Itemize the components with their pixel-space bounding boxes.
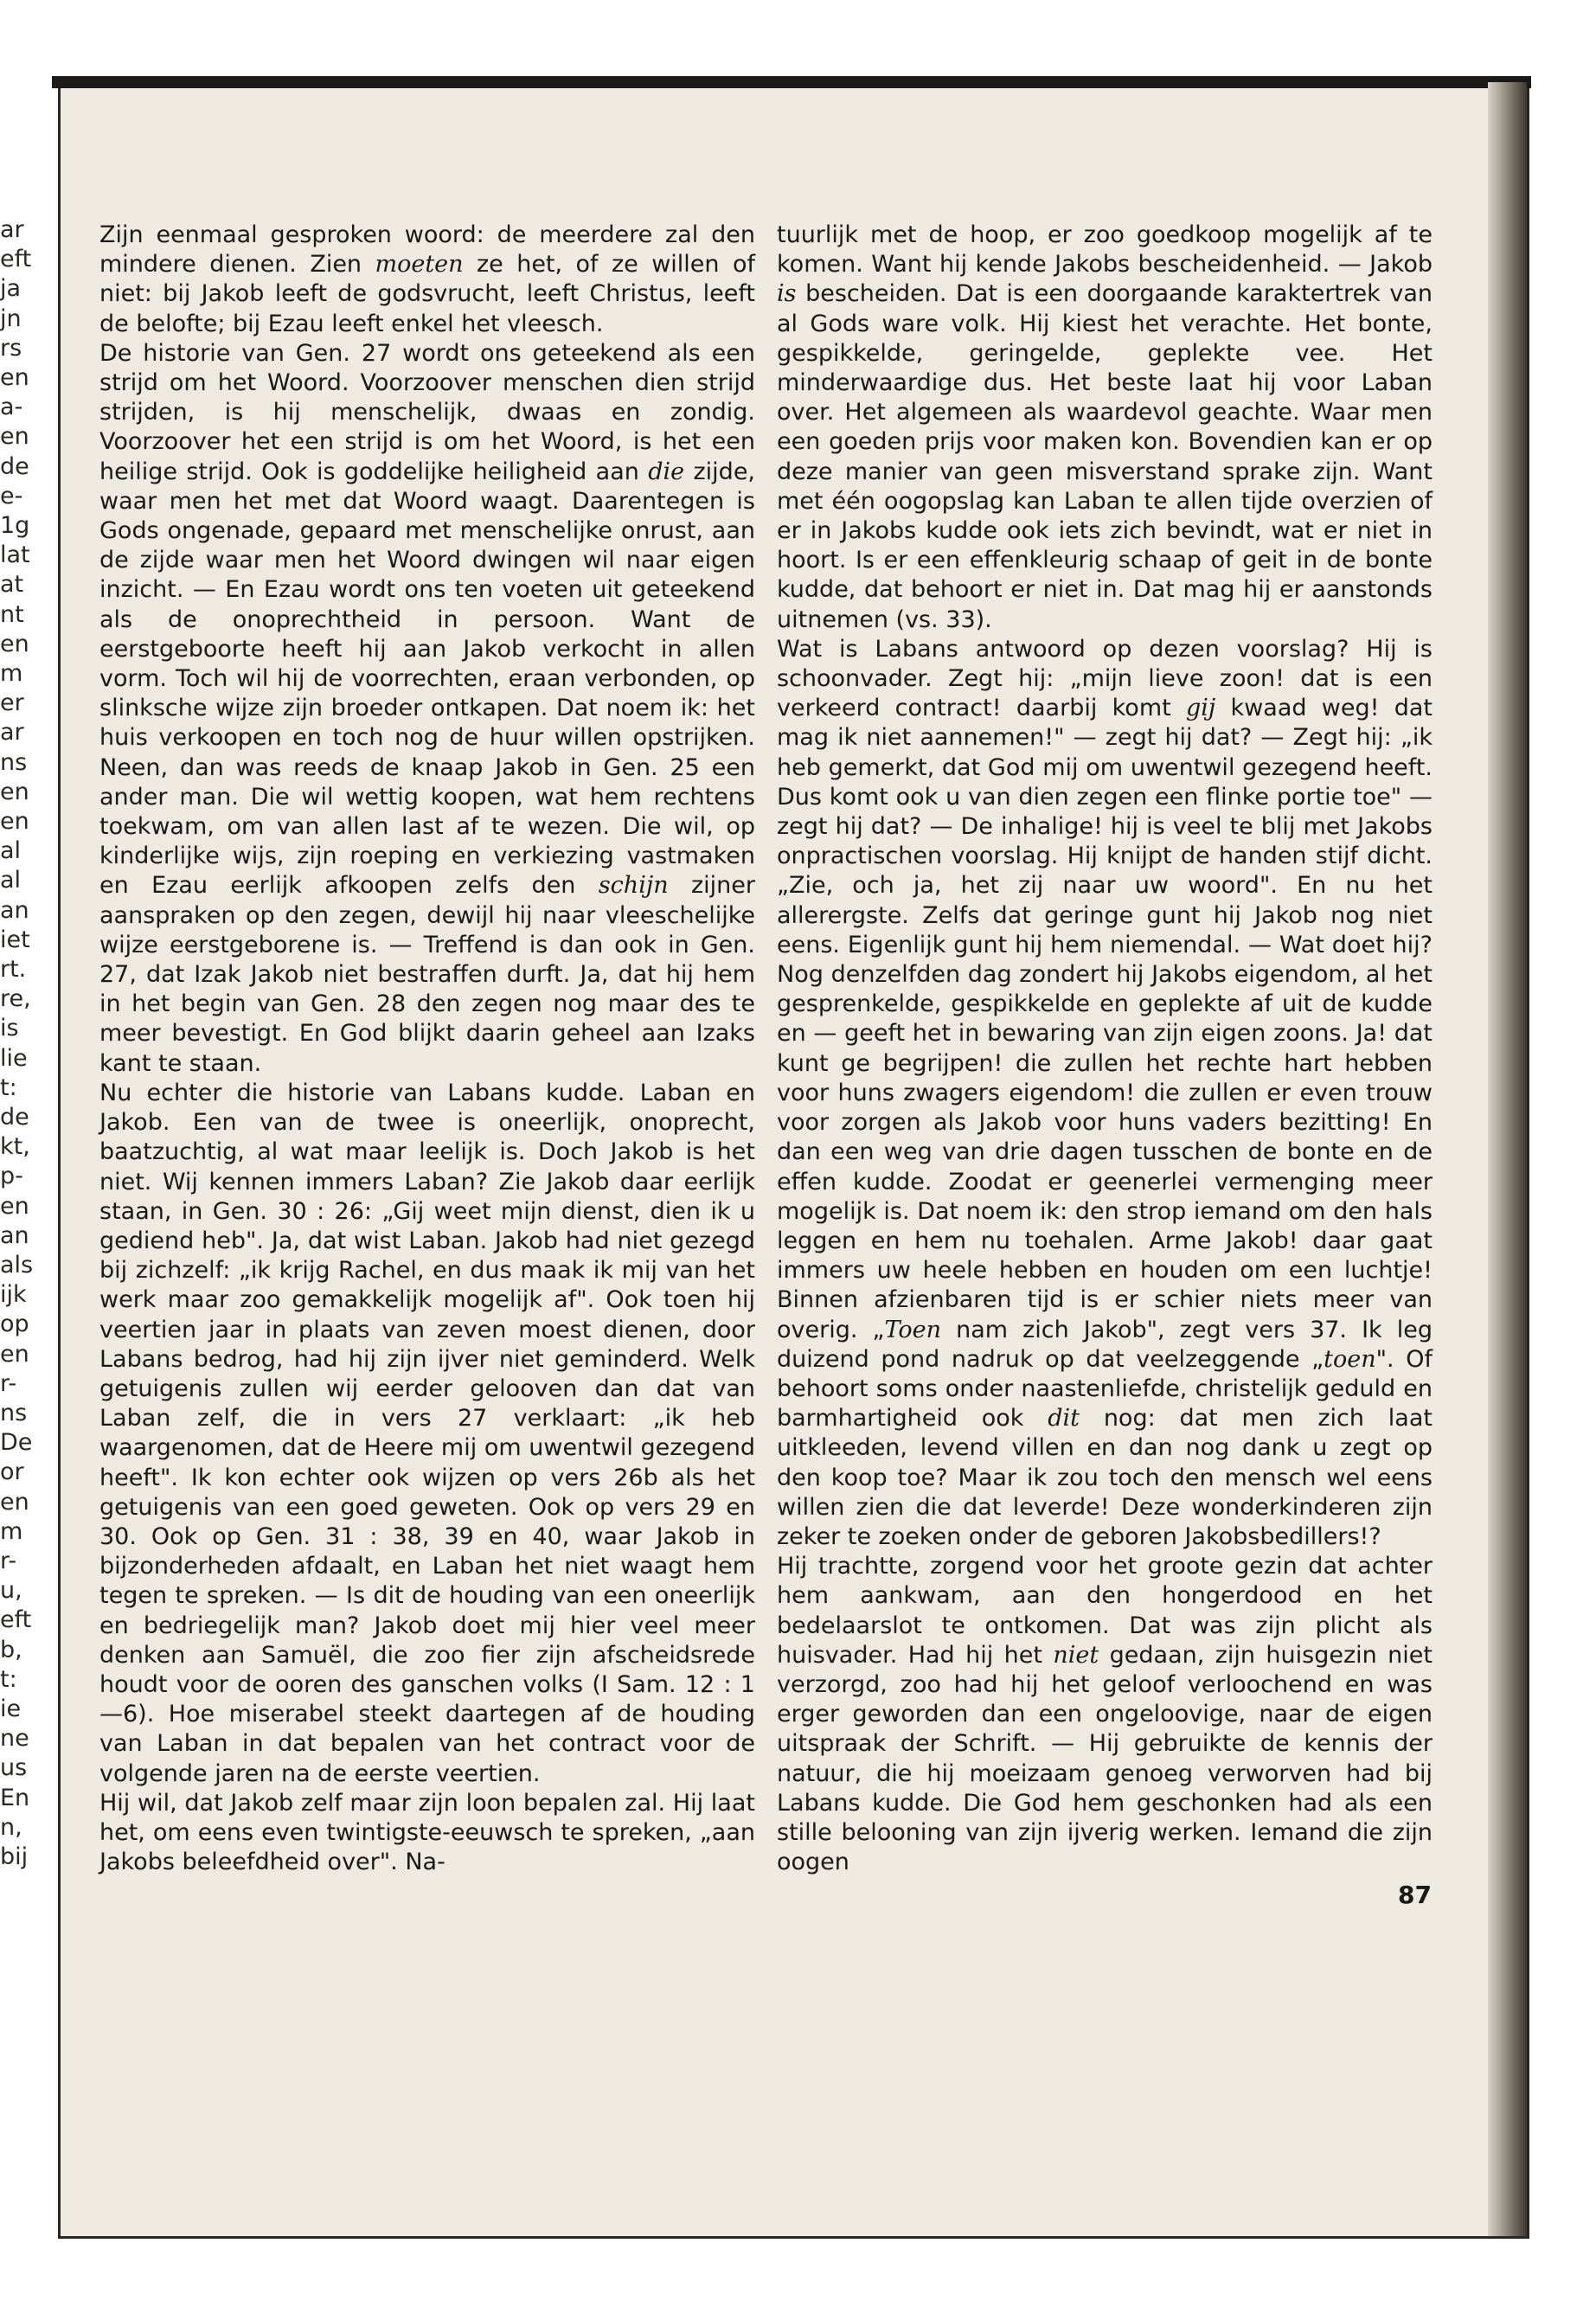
fragment-line: en (0, 423, 29, 451)
fragment-line: en (0, 630, 29, 657)
fragment-line: us (0, 1754, 28, 1782)
fragment-line: rs (0, 334, 22, 362)
fragment-line: op (0, 1311, 29, 1338)
fragment-line: ja (0, 275, 22, 303)
right-paragraph-1: tuurlijk met de hoop, er zoo goedkoop mogelijk af te komen. Want hij kende Jakobs bescheidenheid. — Jakob is bescheiden. Dat is een doorgaande karaktertrek van al Gods ware volk. Hij kiest het verachte. Het bonte, gespikkelde, geringelde, geplekte vee. Het minderwaardige dus. Het beste laat hij voor Laban over. Het algemeen als waardevol geachte. Waar men een goeden prijs voor maken kon. Bovendien kan er op deze manier van geen misverstand sprake zijn. Want met één oogopslag kan Laban te allen tijde overzien of er in Jakobs kudde ook iets zich bevindt, wat er niet in hoort. Is er een effenkleurig schaap of geit in de bonte kudde, dat behoort er niet in. Dat mag hij er aanstonds uitnemen (vs. 33). (777, 221, 1433, 633)
left-column (99, 221, 755, 1877)
fragment-line: ar (0, 719, 24, 747)
fragment-line: at (0, 571, 24, 599)
fragment-line: bij (0, 1843, 29, 1870)
fragment-line: kt, (0, 1133, 30, 1161)
page-number: 87 (1398, 1881, 1432, 1909)
fragment-line: en (0, 808, 29, 835)
fragment-line: rt. (0, 956, 27, 983)
fragment-line: ar (0, 216, 24, 243)
fragment-line: iet (0, 926, 30, 953)
fragment-line: an (0, 896, 29, 924)
fragment-line: a- (0, 394, 23, 421)
fragment-line: lat (0, 542, 30, 569)
fragment-line: re, (0, 985, 31, 1013)
fragment-line: er (0, 689, 24, 717)
fragment-line: m (0, 1517, 23, 1545)
left-paragraph-1: Zijn eenmaal gesproken woord: de meerdere zal den mindere dienen. Zien moeten ze het, of ze willen of niet: bij Jakob leeft de godsvrucht, leeft Christus, leeft de belofte; bij Ezau leeft enkel het vleesch. (99, 221, 755, 337)
fragment-line: En (0, 1784, 30, 1811)
fragment-line: p- (0, 1163, 23, 1190)
fragment-line: is (0, 1015, 19, 1042)
fragment-line: ijk (0, 1281, 27, 1309)
fragment-line: 1g (0, 512, 30, 539)
fragment-line: ns (0, 748, 28, 776)
fragment-line: eft (0, 1606, 32, 1634)
fragment-line: al (0, 867, 22, 894)
fragment-line: en (0, 778, 29, 805)
right-paragraph-3: Hij trachtte, zorgend voor het groote gezin dat achter hem aankwam, aan den hongerdood en het bedelaarslot te ontkomen. Dat was zijn plicht als huisvader. Had hij het niet gedaan, zijn huisgezin niet verzorgd, zoo had hij het geloof verloochend en was erger geworden dan een ongeloovige, naar de eigen uitspraak der Schrift. — Hij gebruikte de kennis der natuur, die hij moeizaam genoeg verworven had bij Labans kudde. Die God hem geschonken had als een stille belooning van zijn ijverig werken. Iemand die zijn oogen (777, 1553, 1433, 1876)
fragment-line: de (0, 1104, 29, 1131)
fragment-line: ns (0, 1400, 28, 1426)
left-paragraph-4: Hij wil, dat Jakob zelf maar zijn loon bepalen zal. Hij laat het, om eens even twintigste-eeuwsch te spreken, „aan Jakobs beleefdheid over". Na- (99, 1789, 755, 1876)
fragment-line: u, (0, 1577, 22, 1605)
fragment-line: nt (0, 600, 24, 628)
fragment-line: eft (0, 246, 32, 273)
right-paragraph-2: Wat is Labans antwoord op dezen voorslag? Hij is schoonvader. Zegt hij: „mijn lieve zoon! dat is een verkeerd contract! daarbij komt gij kwaad weg! dat mag ik niet aannemen!" — zegt hij dat? — Zegt hij: „ik heb gemerkt, dat God mij om uwentwil gezegend heeft. Dus komt ook u van dien zegen een flinke portie toe" — zegt hij dat? — De inhalige! hij is veel te blij met Jakobs onpractischen voorslag. Hij knijpt de handen stijf dicht. „Zie, och ja, het zij naar uw woord". En nu het allerergste. Zelfs dat geringe gunt hij Jakob nog niet eens. Eigenlijk gunt hij hem niemendal. — Wat doet hij? Nog denzelfden dag zondert hij Jakobs eigendom, al het gesprenkelde, gespikkelde en geplekte af uit de kudde en — geeft het in bewaring van zijn eigen zoons. Ja! dat kunt ge begrijpen! die zullen het rechte hart hebben voor huns zwagers eigendom! die zullen er even trouw voor zorgen als Jakob voor huns vaders bezitting! En dan een weg van drie dagen tusschen de bonte en de effen kudde. Zoodat er geenerlei vermenging meer mogelijk is. Dat noem ik: den strop iemand om den hals leggen en hem nu toehalen. Arme Jakob! daar gaat immers uw heele hebben en houden om een luchtje! Binnen afzienbaren tijd is er schier niets meer van overig. „Toen nam zich Jakob", zegt vers 37. Ik leg duizend pond nadruk op dat veelzeggende „toen". Of behoort soms onder naastenliefde, christelijk geduld en barmhartigheid ook dit nog: dat men zich laat uitkleeden, levend villen en dan nog dank u zegt op den koop toe? Maar ik zou toch den mensch wel eens willen zien die dat leverde! Deze wonderkinderen zijn zeker te zoeken onder de geboren Jakobsbedillers!? (777, 635, 1433, 1550)
page-right-edge (1488, 82, 1527, 2236)
previous-page-fragment (0, 216, 78, 1946)
fragment-line: t: (0, 1074, 17, 1101)
fragment-line: ie (0, 1695, 22, 1722)
fragment-line: en (0, 1192, 29, 1220)
fragment-line: m (0, 660, 23, 687)
fragment-line: an (0, 1221, 29, 1249)
left-paragraph-2: De historie van Gen. 27 wordt ons geteekend als een strijd om het Woord. Voorzoover menschen dien strijd strijden, is hij menschelijk, dwaas en zondig. Voorzoover het een strijd is om het Woord, is het een heilige strijd. Ook is goddelijke heiligheid aan die zijde, waar men het met dat Woord waagt. Daarentegen is Gods ongenade, gepaard met menschelijke onrust, aan de zijde waar men het Woord dwingen wil naar eigen inzicht. — En Ezau wordt ons ten voeten uit geteekend als de onoprechtheid in persoon. Want de eerstgeboorte heeft hij aan Jakob verkocht in allen vorm. Toch wil hij de voorrechten, eraan verbonden, op slinksche wijze zijn broeder ontkapen. Dat noem ik: het huis verkoopen en toch nog de huur willen opstrijken. Neen, dan was reeds de knaap Jakob in Gen. 25 een ander man. Die wil wettig koopen, wat hem rechtens toekwam, om van allen last af te wezen. Die wil, op kinderlijke wijs, zijn roeping en verkiezing vastmaken en Ezau eerlijk afkoopen zelfs den schijn zijner aanspraken op den zegen, dewijl hij naar vleeschelijke wijze eerstgeborene is. — Treffend is dan ook in Gen. 27, dat Izak Jakob niet bestraffen durft. Ja, dat hij hem in het begin van Gen. 28 den zegen nog maar des te meer bevestigt. En God blijkt daarin geheel aan Izaks kant te staan. (99, 339, 756, 1077)
fragment-line: lie (0, 1044, 28, 1072)
fragment-line: de (0, 452, 29, 480)
fragment-line: or (0, 1458, 24, 1486)
fragment-line: r- (0, 1548, 17, 1574)
fragment-line: en (0, 364, 29, 391)
fragment-line: en (0, 1488, 29, 1516)
fragment-line: e- (0, 482, 23, 510)
right-column (777, 221, 1433, 1877)
fragment-line: als (0, 1252, 34, 1279)
fragment-line: t: (0, 1665, 17, 1693)
page-top-edge (52, 76, 1531, 88)
fragment-line: en (0, 1340, 29, 1368)
fragment-line: r- (0, 1369, 17, 1397)
left-paragraph-3: Nu echter die historie van Labans kudde. Laban en Jakob. Een van de twee is oneerlijk, onoprecht, baatzuchtig, al wat maar leelijk is. Doch Jakob is het niet. Wij kennen immers Laban? Zie Jakob daar eerlijk staan, in Gen. 30 : 26: „Gij weet mijn dienst, dien ik u gediend heb". Ja, dat wist Laban. Jakob had niet gezegd bij zichzelf: „ik krijg Rachel, en dus maak ik mij van het werk maar zoo gemakkelijk mogelijk af". Ook toen hij veertien jaar in plaats van zeven moest dienen, door Labans bedrog, had hij zijn ijver niet geminderd. Welk getuigenis zullen wij eerder gelooven dan dat van Laban zelf, die in vers 27 verklaart: „ik heb waargenomen, dat de Heere mij om uwentwil gezegend heeft". Ik kon echter ook wijzen op vers 26b als het getuigenis van een goed geweten. Ook op vers 29 en 30. Ook op Gen. 31 : 38, 39 en 40, waar Jakob in bijzonderheden afdaalt, en Laban het niet waagt hem tegen te spreken. — Is dit de houding van een oneerlijk en bedriegelijk man? Jakob doet mij hier veel meer denken aan Samuël, die zoo fier zijn afscheidsrede houdt voor de ooren des ganschen volks (I Sam. 12 : 1—6). Hoe miserabel steekt daartegen af de houding van Laban in dat bepalen van het contract voor de volgende jaren na de eerste veertien. (99, 1079, 755, 1787)
fragment-line: al (0, 837, 22, 865)
fragment-line: De (0, 1429, 33, 1457)
fragment-line: b, (0, 1636, 22, 1663)
fragment-line: jn (0, 304, 22, 332)
fragment-line: ne (0, 1725, 29, 1753)
fragment-line: n, (0, 1813, 22, 1841)
